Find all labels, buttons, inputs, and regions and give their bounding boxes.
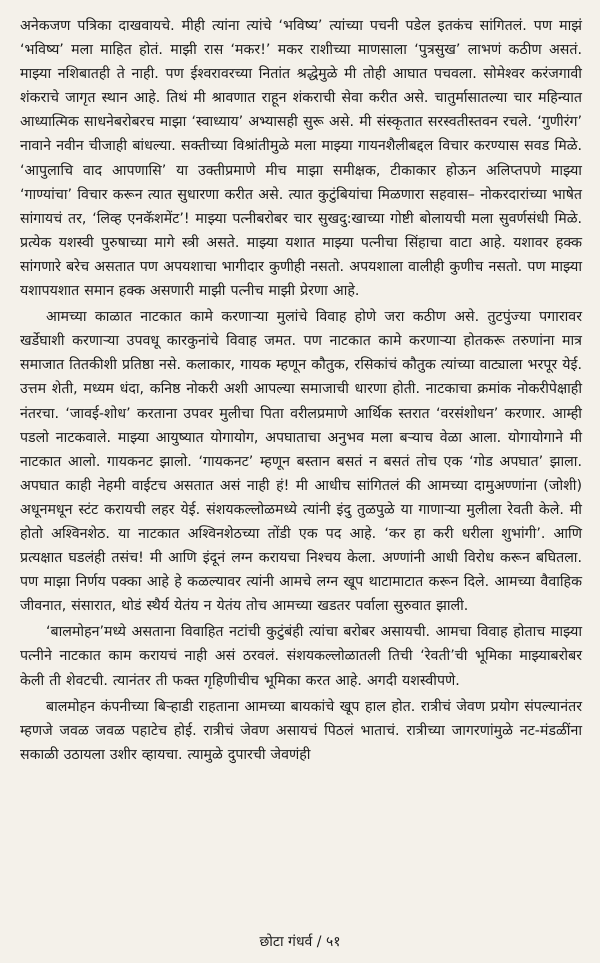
paragraph-4: बालमोहन कंपनीच्या बिऱ्हाडी राहताना आमच्या बायकांचे खूप हाल होत. रात्रीचं जेवण प्रयोग संपल्यानंतर म्हणजे जवळ जवळ पहाटेच होई. रात्रीचं जेवण असायचं पिठलं भाताचं. रात्रीच्या जागरणांमुळे नट-मंडळींना सकाळी उठायला उशीर व्हायचा. त्यामुळे दुपारची जेवणंही (20, 698, 582, 763)
paragraph-3: ‘बालमोहन’मध्ये असताना विवाहित नटांची कुटुंबंही त्यांचा बरोबर असायची. आमचा विवाह होताच माझ्या पत्नीने नाटकात काम करायचं नाही असं ठरवलं. संशयकल्लोळातली तिची ‘रेवती’ची भूमिका माझ्याबरोबर केली ती शेवटची. त्यानंतर ती फक्त गृहिणीचीच भूमिका करत आहे. अगदी यशस्वीपणे. (20, 624, 582, 689)
page-body (20, 14, 582, 767)
paragraph-2: आमच्या काळात नाटकात कामे करणाऱ्या मुलांचे विवाह होणे जरा कठीण असे. तुटपुंज्या पगारावर खर्डेघाशी करणाऱ्या उपवधू कारकुनांचे विवाह जमत. पण नाटकात कामे करणाऱ्या होतकरू तरुणांना मात्र समाजात तितकीशी प्रतिष्ठा नसे. कलाकार, गायक म्हणून कौतुक, रसिकांचं कौतुक त्यांच्या वाट्याला भरपूर येई. उत्तम शेती, मध्यम धंदा, कनिष्ठ नोकरी अशी आपल्या समाजाची धारणा होती. नाटकाचा क्रमांक नोकरीपेक्षाही नंतरचा. ‘जावई-शोध’ करताना उपवर मुलीचा पिता वरीलप्रमाणे आर्थिक स्तरात ‘वरसंशोधन’ करणार. आम्ही पडलो नाटकवाले. माझ्या आयुष्यात योगायोग, अपघाताचा अनुभव मला बऱ्याच वेळा आला. योगायोगाने मी नाटकात आलो. गायकनट झालो. ‘गायकनट’ म्हणून बस्तान बसतं न बसतं तोच एक ‘गोड अपघात’ झाला. अपघात काही नेहमी वाईटच असतात असं नाही हं! मी आधीच सांगितलं की आमच्या दामुअण्णांना (जोशी) अधूनमधून स्टंट करायची लहर येई. संशयकल्लोळमध्ये त्यांनी इंदु तुळपुळे या गाणाऱ्या मुलीला रेवती केले. मी होतो अश्विनशेठ. या नाटकात अश्विनशेठच्या तोंडी एक पद आहे. ‘कर हा करी धरीला शुभांगी’. आणि प्रत्यक्षात घडलंही तसंच! मी आणि इंदूनं लग्न करायचा निश्चय केला. अण्णांनी आधी विरोध करून बघितला. पण माझा निर्णय पक्का आहे हे कळल्यावर त्यांनी आमचे लग्न खूप थाटामाटात करून दिले. आमच्या वैवाहिक जीवनात, संसारात, थोडं स्थैर्य येतंय न येतंय तोच आमच्या खडतर पर्वाला सुरुवात झाली. (20, 309, 582, 615)
paragraph-1: अनेकजण पत्रिका दाखवायचे. मीही त्यांना त्यांचे ‘भविष्य’ त्यांच्या पचनी पडेल इतकंच सांगितलं. पण माझं ‘भविष्य’ मला माहित होतं. माझी रास ‘मकर!’ मकर राशीच्या माणसाला ‘पुत्रसुख’ लाभणं कठीण असतं. माझ्या नशिबातही ते नाही. पण ईश्वरावरच्या नितांत श्रद्धेमुळे मी तोही आघात पचवला. सोमेश्वर करंजगावी शंकराचे जागृत स्थान आहे. तिथं मी श्रावणात राहून शंकराची सेवा करीत असे. चातुर्मासातल्या चार महिन्यात आध्यात्मिक साधनेबरोबरच माझा ‘स्वाध्याय’ अभ्यासही सुरू असे. मी संस्कृतात सरस्वतीस्तवन रचले. ‘गुणीरंग’ नावाने नवीन चीजाही बांधल्या. सक्तीच्या विश्रांतीमुळे मला माझ्या गायनशैलीबद्दल विचार करण्यास सवड मिळे. ‘आपुलाचि वाद आपणासि’ या उक्तीप्रमाणे मीच माझा समीक्षक, टीकाकार होऊन अलिप्तपणे माझ्या ‘गाण्यांचा’ विचार करून त्यात सुधारणा करीत असे. त्यात कुटुंबियांचा मिळणारा सहवास– नोकरदारांच्या भाषेत सांगायचं तर, ‘लिव्ह एनकॅशमेंट’! माझ्या पत्नीबरोबर चार सुखदु:खाच्या गोष्टी बोलायची मला सुवर्णसंधी मिळे. प्रत्येक यशस्वी पुरुषाच्या मागे स्त्री असते. माझ्या यशात माझ्या पत्नीचा सिंहाचा वाटा आहे. यशावर हक्क सांगणारे बरेच असतात पण अपयशाचा भागीदार कुणीही नसतो. अपयशाला वालीही कुणीच नसतो. पण माझ्या यशापयशात समान हक्क असणारी माझी पत्नीच माझी प्रेरणा आहे. (20, 18, 582, 300)
page-footer: छोटा गंधर्व / ५१ (259, 934, 341, 950)
